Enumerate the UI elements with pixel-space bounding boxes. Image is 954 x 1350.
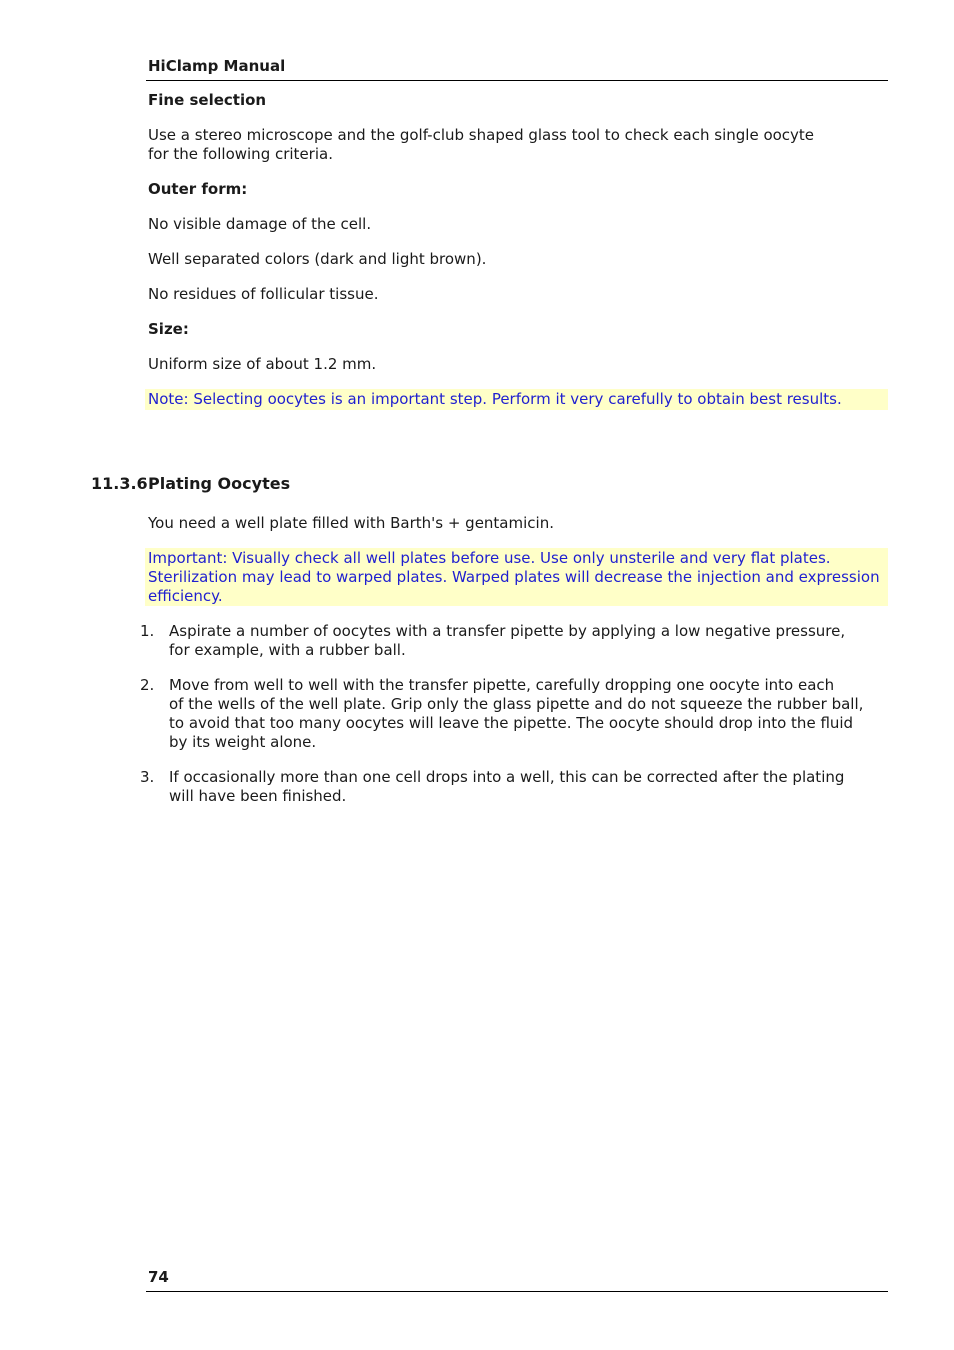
step-2-line4: by its weight alone. <box>169 733 317 751</box>
step-1-line2: for example, with a rubber ball. <box>169 641 406 659</box>
criteria-item-2: Well separated colors (dark and light brown). <box>148 250 487 268</box>
note-text: Note: Selecting oocytes is an important step. Perform it very carefully to obtain best results. <box>148 390 842 408</box>
fine-selection-intro-line2: for the following criteria. <box>148 145 333 163</box>
criteria-item-1: No visible damage of the cell. <box>148 215 372 233</box>
step-2-line3: to avoid that too many oocytes will leave the pipette. The oocyte should drop into the fluid <box>169 714 854 732</box>
step-1-number: 1. <box>140 622 155 640</box>
important-line2: Sterilization may lead to warped plates. Warped plates will decrease the injection and expression <box>148 568 880 586</box>
step-3-number: 3. <box>140 768 155 786</box>
size-text: Uniform size of about 1.2 mm. <box>148 355 377 373</box>
section-title: Plating Oocytes <box>148 474 291 493</box>
plating-intro: You need a well plate filled with Barth's + gentamicin. <box>148 514 554 532</box>
header-rule <box>146 80 888 81</box>
fine-selection-intro-line1: Use a stereo microscope and the golf-club shaped glass tool to check each single oocyte <box>148 126 815 144</box>
fine-selection-heading: Fine selection <box>148 91 267 109</box>
step-3-line2: will have been finished. <box>169 787 347 805</box>
size-heading: Size: <box>148 320 189 338</box>
step-2-line1: Move from well to well with the transfer pipette, carefully dropping one oocyte into each <box>169 676 835 694</box>
step-2-number: 2. <box>140 676 155 694</box>
running-header-title: HiClamp Manual <box>148 57 286 75</box>
outer-form-heading: Outer form: <box>148 180 248 198</box>
important-line1: Important: Visually check all well plates before use. Use only unsterile and very flat plates. <box>148 549 831 567</box>
important-line3: efficiency. <box>148 587 223 605</box>
page-number: 74 <box>148 1268 169 1286</box>
step-2-line2: of the wells of the well plate. Grip only the glass pipette and do not squeeze the rubber ball, <box>169 695 864 713</box>
step-1-line1: Aspirate a number of oocytes with a transfer pipette by applying a low negative pressure, <box>169 622 846 640</box>
step-3-line1: If occasionally more than one cell drops into a well, this can be corrected after the plating <box>169 768 845 786</box>
footer-rule <box>146 1291 888 1292</box>
criteria-item-3: No residues of follicular tissue. <box>148 285 379 303</box>
section-number: 11.3.6 <box>91 474 148 493</box>
